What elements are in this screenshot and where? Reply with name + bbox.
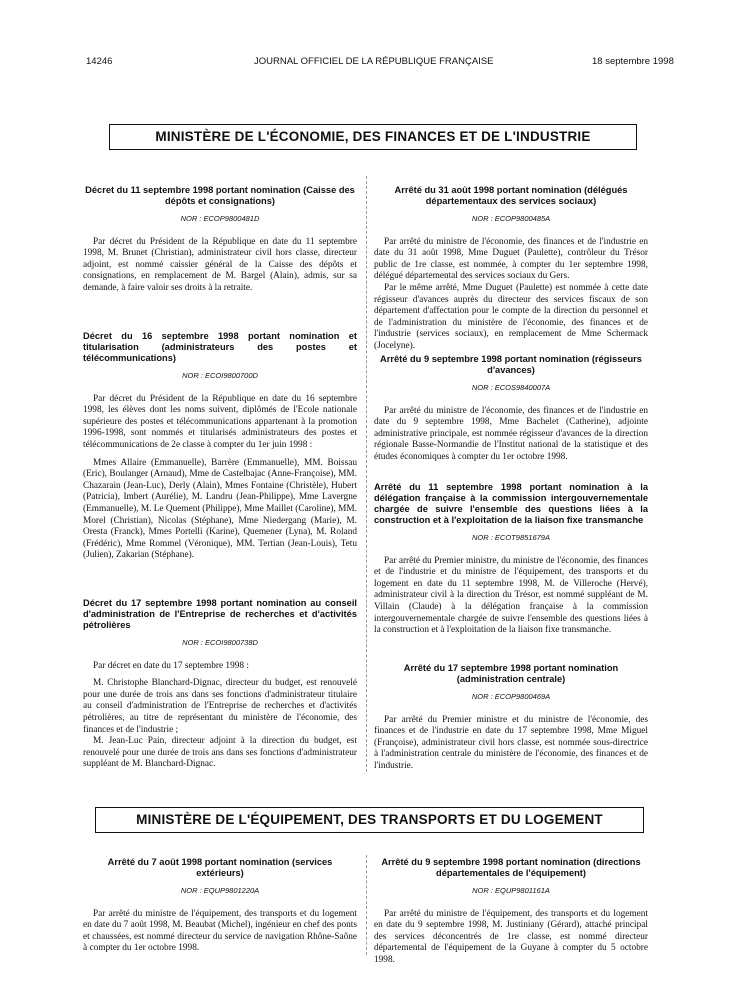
article-paragraph: M. Christophe Blanchard-Dignac, directeur du budget, est renouvelé pour une durée de trois ans dans ses fonctions d'administrateur titulaire au conseil d'administration de l'Entreprise de recherches et d'activités pétrolières, au titre de représentant du ministère de l'économie, des finances et de l'industrie ; [83,678,357,735]
article-paragraph: Par arrêté du ministre de l'équipement, des transports et du logement en date du 9 septembre 1998, M. Justiniany (Gérard), attaché principal des services déconcentrés de 1re classe, est nommé directeur départemental de l'équipement de la Guyane à compter du 5 octobre 1998. [374,908,648,965]
article-title: Arrêté du 31 août 1998 portant nomination (délégués départementaux des services sociaux) [394,185,628,206]
article-services-exterieurs [83,857,357,955]
nor-reference: NOR : EQUP9801220A [180,886,260,895]
section-heading-equipement: MINISTÈRE DE L'ÉQUIPEMENT, DES TRANSPORTS ET DU LOGEMENT [95,807,644,833]
article-paragraph: Par décret du Président de la République en date du 16 septembre 1998, les élèves dont les noms suivent, diplômés de l'Ecole nationale supérieure des postes et télécommunications appartenant à la promotion 1996-1998, sont nommés et titularisés administrateurs des postes et télécommunications de 2e classe à compter du 1er juin 1998 : [83,393,357,450]
article-title: Décret du 16 septembre 1998 portant nomination et titularisation (administrateurs des postes et télécommunications) [83,331,357,363]
nor-reference: NOR : ECOI9800700D [182,371,258,380]
nor-reference: NOR : EQUP9801161A [472,886,550,895]
journal-title: JOURNAL OFFICIEL DE LA RÉPUBLIQUE FRANÇAISE [254,56,494,67]
article-title: Arrêté du 9 septembre 1998 portant nomination (régisseurs d'avances) [380,354,642,375]
article-paragraph: M. Jean-Luc Pain, directeur adjoint à la direction du budget, est renouvelé pour une durée de trois ans dans ses fonctions d'administrateur suppléant de M. Blanchard-Dignac. [83,736,357,770]
section-heading-economie: MINISTÈRE DE L'ÉCONOMIE, DES FINANCES ET DE L'INDUSTRIE [109,124,637,150]
article-directions-departementales [374,857,648,967]
article-paragraph: Par le même arrêté, Mme Duguet (Paulette) est nommée à cette date régisseur d'avances auprès du directeur des services fiscaux de son département d'affectation pour le compte de la direction du personnel et de l'administration du ministère de l'économie, des finances et de l'industrie (services sociaux), en remplacement de Mme Schermack (Jocelyne). [374,282,648,351]
article-administration-centrale [374,663,648,773]
nor-reference: NOR : ECOS9840007A [471,383,551,392]
article-title: Arrêté du 11 septembre 1998 portant nomination à la délégation française à la commission intergouvernementale chargée de suivre l'ensemble des questions liées à la construction et à l'exploitation de la liaison fixe transmanche [374,482,648,525]
nor-reference: NOR : ECOT9851679A [472,533,550,542]
article-paragraph: Par arrêté du Premier ministre, du ministre de l'économie, des finances et de l'industrie et du ministre de l'équipement, des transports et du logement en date du 11 septembre 1998, M. de Villeroche (Hervé), administrateur civil à la direction du Trésor, est nommé suppléant de M. Villain (Claude) à la délégation française à la commission intergouvernementale chargée de suivre l'ensemble des questions liées à la construction et à l'exploitation de la liaison fixe transmanche. [374,555,648,636]
nor-reference: NOR : ECOP9800485A [471,214,551,223]
article-paragraph: Par arrêté du ministre de l'économie, des finances et de l'industrie en date du 31 août 1998, Mme Duguet (Paulette), contrôleur du Trésor public de 1re classe, est nommée, à compter du 1er septembre 1998, délégué départemental des services sociaux du Gers. [374,236,648,282]
article-title: Décret du 17 septembre 1998 portant nomination au conseil d'administration de l'Entreprise de recherches et d'activités pétrolières [83,598,357,630]
article-liaison-transmanche [374,482,648,637]
article-administrateurs-postes [83,331,357,562]
article-services-sociaux [374,185,648,353]
article-paragraph: Mmes Allaire (Emmanuelle), Barrère (Emmanuelle), MM. Boissau (Eric), Boulanger (Arnaud), Mme de Castelbajac (Anne-Françoise), MM. Chazarain (Jean-Luc), Derly (Alain), Mmes Fontaine (Christèle), Hubert (Patricia), Imbert (Aurélie), M. Landru (Jean-Philippe), Mme Lavergne (Emmanuelle), M. Le Quement (Philippe), Mme Maillet (Caroline), MM. Morel (Christian), Nicolas (Stéphane), Mme Niedergang (Marie), M. Oresta (Franck), Mmes Portelli (Karine), Quemener (Lyna), M. Roland (Frédéric), Mme Rommel (Véronique), MM. Tertian (Jean-Louis), Tetu (Julien), Zakarian (Stéphane). [83,457,357,561]
article-paragraph: Par arrêté du ministre de l'économie, des finances et de l'industrie en date du 9 septembre 1998, Mme Bachelet (Catherine), adjointe administrative principale, est nommée régisseur d'avances de la direction régionale Basse-Normandie de l'Institut national de la statistique et des études économiques à compter du 1er octobre 1998. [374,405,648,462]
article-paragraph: Par décret en date du 17 septembre 1998 : [93,660,249,671]
nor-reference: NOR : ECOP9800481D [180,214,260,223]
article-erap [83,598,357,771]
article-title: Arrêté du 9 septembre 1998 portant nomination (directions départementales de l'équipement) [381,857,641,878]
nor-reference: NOR : ECOI9800738D [182,638,258,647]
article-paragraph: Par décret du Président de la République en date du 11 septembre 1998, M. Brunet (Christian), administrateur civil hors classe, directeur adjoint, est nommé caissier général de la Caisse des dépôts et consignations, en remplacement de M. Bargel (Alain), admis, sur sa demande, à faire valoir ses droits à la retraite. [83,236,357,293]
article-caisse-depots [83,185,357,295]
article-title: Décret du 11 septembre 1998 portant nomination (Caisse des dépôts et consignations) [85,185,355,206]
nor-reference: NOR : ECOP9800469A [471,692,551,701]
article-paragraph: Par arrêté du ministre de l'équipement, des transports et du logement en date du 7 août 1998, M. Beaubat (Michel), ingénieur en chef des ponts et chaussées, est nommé directeur du service de navigation Rhône-Saône à compter du 1er octobre 1998. [83,908,357,954]
column-divider [366,855,367,955]
article-title: Arrêté du 17 septembre 1998 portant nomination (administration centrale) [403,663,619,684]
issue-date: 18 septembre 1998 [592,56,674,67]
article-title: Arrêté du 7 août 1998 portant nomination (services extérieurs) [107,857,333,878]
page-number: 14246 [86,56,113,67]
article-paragraph: Par arrêté du Premier ministre et du ministre de l'économie, des finances et de l'industrie en date du 17 septembre 1998, Mme Miguel (Françoise), administrateur civil hors classe, est nommée sous-directrice à l'administration centrale du ministère de l'économie, des finances et de l'industrie. [374,714,648,771]
article-regisseurs-avances [374,354,648,464]
column-divider [366,176,367,772]
